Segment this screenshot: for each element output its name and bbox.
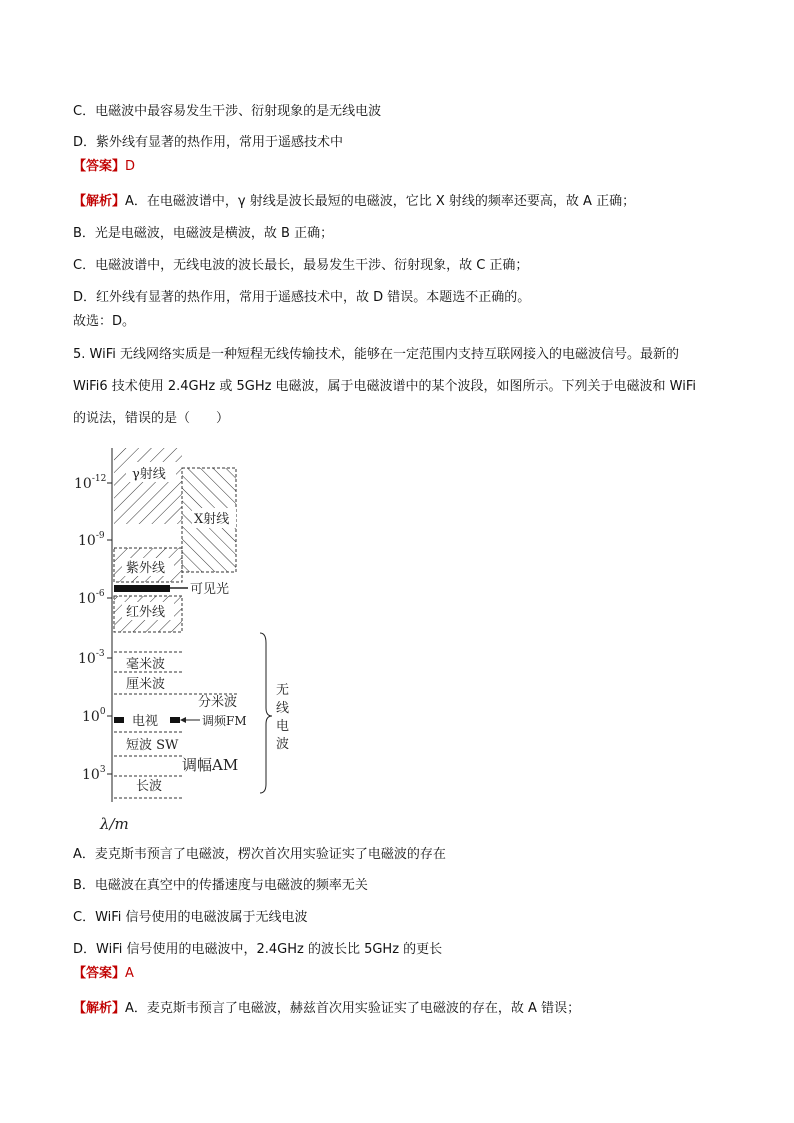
xray-label: X射线 [194, 512, 230, 527]
axis-label: λ/m [100, 815, 129, 833]
q5-option-c: C．WiFi 信号使用的电磁波属于无线电波 [73, 910, 308, 925]
fm-mark [170, 717, 180, 723]
q5-option-d: D．WiFi 信号使用的电磁波中，2.4GHz 的波长比 5GHz 的更长 [73, 942, 443, 957]
radio-wave-char: 波 [276, 737, 290, 752]
uv-label: 紫外线 [126, 561, 166, 576]
prev-option-c: C．电磁波中最容易发生干涉、衍射现象的是无线电波 [73, 104, 382, 119]
prev-answer [73, 158, 135, 176]
radio-wave-char: 无 [276, 683, 290, 698]
prev-conclusion: 故选：D。 [73, 314, 136, 329]
visible-label: 可见光 [190, 582, 230, 597]
q5-stem-line3: 的说法，错误的是（ ） [73, 411, 230, 426]
tick-label: $10^{-6}$ [78, 589, 105, 607]
q5-option-a: A．麦克斯韦预言了电磁波，楞次首次用实验证实了电磁波的存在 [73, 847, 446, 862]
lw-label: 长波 [136, 779, 163, 794]
tick-label: $10^{-12}$ [74, 474, 107, 492]
tv-label: 电视 [132, 714, 159, 729]
prev-analysis-a [73, 193, 635, 211]
q5-stem-line2: WiFi6 技术使用 2.4GHz 或 5GHz 电磁波，属于电磁波谱中的某个波段，如图所示。下列关于电磁波和 WiFi [73, 379, 697, 394]
tick-label: $10^{-9}$ [78, 531, 105, 549]
prev-option-d: D．紫外线有显著的热作用，常用于遥感技术中 [73, 135, 344, 150]
em-spectrum-figure [70, 440, 310, 835]
dm-wave-label: 分米波 [198, 695, 238, 710]
fm-label: 调频FM [202, 714, 247, 728]
analysis-a-text: A．麦克斯韦预言了电磁波，赫兹首次用实验证实了电磁波的存在，故 A 错误； [125, 1001, 581, 1016]
gamma-label: γ射线 [132, 467, 166, 482]
tv-mark [114, 717, 124, 723]
answer-value: D [125, 159, 136, 174]
analysis-a-text: A．在电磁波谱中，γ 射线是波长最短的电磁波，它比 X 射线的频率还要高，故 A 正确； [125, 194, 636, 209]
q5-answer [73, 965, 134, 983]
tick-label: $10^0$ [82, 707, 106, 725]
radio-wave-char: 线 [276, 701, 290, 716]
visible-band [114, 585, 170, 592]
prev-analysis-b: B．光是电磁波，电磁波是横波，故 B 正确； [73, 226, 334, 241]
analysis-label: 【解析】 [73, 194, 126, 209]
answer-label: 【答案】 [73, 159, 126, 174]
tick-label: $10^{-3}$ [78, 649, 105, 667]
prev-analysis-c: C．电磁波谱中，无线电波的波长最长，最易发生干涉、衍射现象，故 C 正确； [73, 258, 529, 273]
radio-wave-brace [260, 633, 272, 793]
gamma-band [114, 448, 182, 524]
radio-wave-char: 电 [276, 719, 290, 734]
q5-stem-line1: 5. WiFi 无线网络实质是一种短程无线传输技术，能够在一定范围内支持互联网接入的电磁波信号。最新的 [73, 347, 679, 362]
tick-label: $10^3$ [82, 765, 106, 783]
q5-option-b: B．电磁波在真空中的传播速度与电磁波的频率无关 [73, 878, 368, 893]
answer-value: A [125, 966, 134, 981]
q5-analysis-a [73, 1000, 580, 1018]
prev-analysis-d: D．红外线有显著的热作用，常用于遥感技术中，故 D 错误。本题选不正确的。 [73, 290, 531, 305]
analysis-label: 【解析】 [73, 1001, 126, 1016]
ir-label: 红外线 [126, 605, 166, 620]
mm-wave-label: 毫米波 [126, 657, 166, 672]
sw-label: 短波 SW [126, 738, 179, 753]
cm-wave-label: 厘米波 [126, 677, 166, 692]
axis-ticks [107, 483, 112, 774]
answer-label: 【答案】 [73, 966, 126, 981]
am-label: 调幅AM [182, 756, 239, 774]
